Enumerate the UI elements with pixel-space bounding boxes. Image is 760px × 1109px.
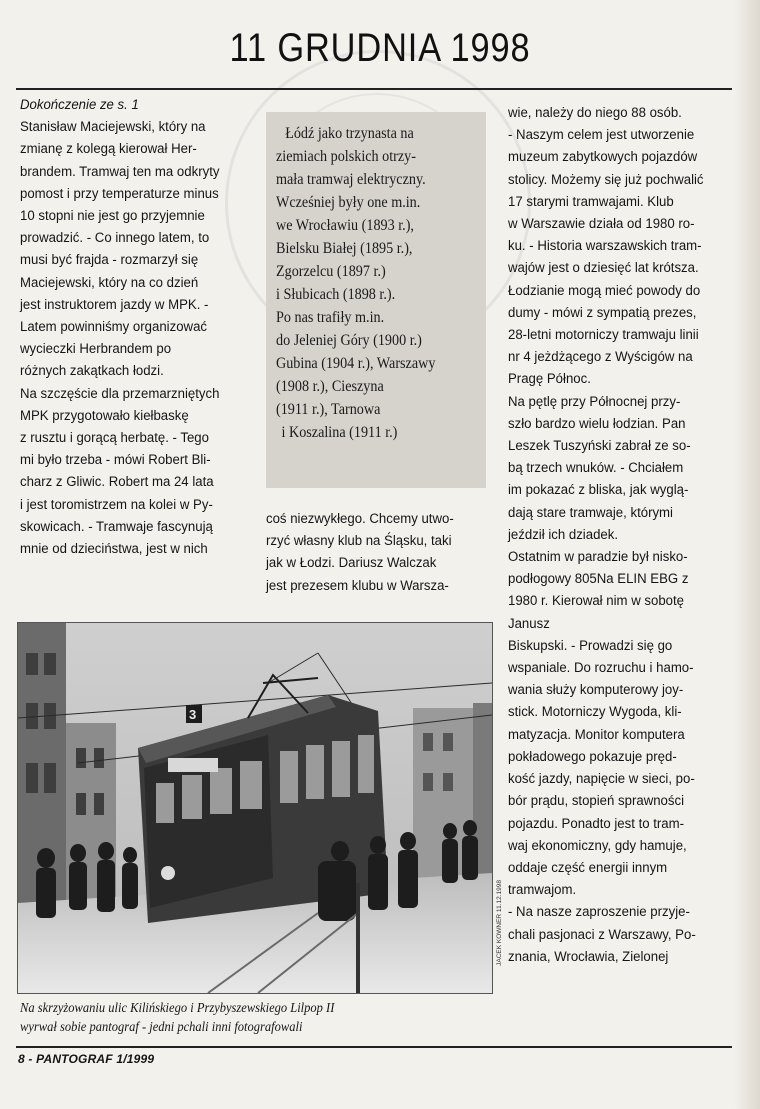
text-line: zmianę z kolegą kierował Her- <box>20 141 197 158</box>
article-column-1 <box>20 94 219 560</box>
page-title: 11 GRUDNIA 1998 <box>229 26 531 70</box>
text-line: wie, należy do niego 88 osób. <box>508 105 682 121</box>
text-line: Bielsku Białej (1895 r.), <box>276 240 413 257</box>
text-line: Gubina (1904 r.), Warszawy <box>276 355 436 372</box>
text-line: nr 4 jeżdżącego z Wyścigów na <box>508 349 693 366</box>
text-line: musi być frajda - rozmarzył się <box>20 252 199 269</box>
text-line: Janusz <box>508 615 550 632</box>
text-line: - Na nasze zaproszenie przyje- <box>508 904 690 921</box>
page-footer: 8 - PANTOGRAF 1/1999 <box>18 1052 155 1066</box>
text-line: oddaje część energii innym <box>508 859 668 876</box>
footer-rule <box>16 1046 732 1048</box>
text-line: do Jeleniej Góry (1900 r.) <box>276 332 422 349</box>
text-line: im pokazać z bliska, jak wyglą- <box>508 482 689 499</box>
text-line: 28-letni motorniczy tramwaju linii <box>508 327 699 344</box>
photo-caption <box>20 998 334 1036</box>
text-line: prowadzić. - Co innego latem, to <box>20 230 210 247</box>
article-column-3 <box>508 102 704 968</box>
text-line: 17 starymi tramwajami. Klub <box>508 193 674 210</box>
text-line: wspaniale. Do rozruchu i hamo- <box>508 660 694 677</box>
tram-number: 3 <box>189 707 197 722</box>
text-line: Ostatnim w paradzie był nisko- <box>508 549 688 566</box>
text-line: stick. Motorniczy Wygoda, kli- <box>508 704 682 721</box>
text-line: wycieczki Herbrandem po <box>20 341 172 358</box>
text-line: Leszek Tuszyński zabrał ze so- <box>508 438 691 455</box>
text-line: ziemiach polskich otrzy- <box>276 148 416 165</box>
text-line: znania, Wrocławia, Zielonej <box>508 948 669 965</box>
text-line: Na szczęście dla przemarzniętych <box>20 385 220 402</box>
text-line: (1911 r.), Tarnowa <box>276 401 381 418</box>
text-line: jest prezesem klubu w Warsza- <box>266 577 449 594</box>
text-line: Wcześniej były one m.in. <box>276 194 421 211</box>
text-line: Łódź jako trzynasta na <box>285 125 414 142</box>
text-line: waj ekonomiczny, gdy hamuje, <box>508 837 687 854</box>
text-line: dają stare tramwaje, którymi <box>508 504 673 521</box>
text-line: Pragę Północ. <box>508 371 591 388</box>
text-line: i Koszalina (1911 r.) <box>281 424 398 441</box>
text-line: kość jazdy, napięcie w sieci, po- <box>508 771 695 788</box>
text-line: ku. - Historia warszawskich tram- <box>508 238 702 255</box>
page-edge-shadow <box>734 0 760 1109</box>
text-line: w Warszawie działa od 1980 ro- <box>508 216 695 233</box>
text-line: tramwajom. <box>508 882 577 899</box>
text-line: brandem. Tramwaj ten ma odkryty <box>20 163 220 180</box>
text-line: wyrwał sobie pantograf - jedni pchali inni fotografowali <box>20 1019 303 1034</box>
text-line: mała tramwaj elektryczny. <box>276 171 426 188</box>
text-line: pojazdu. Ponadto jest to tram- <box>508 815 685 832</box>
text-line: muzeum zabytkowych pojazdów <box>508 149 698 166</box>
text-line: z rusztu i gorącą herbatę. - Tego <box>20 430 209 447</box>
text-line: Łodzianie mogą mieć powody do <box>508 282 701 299</box>
text-line: Po nas trafiły m.in. <box>276 309 385 326</box>
text-line: Maciejewski, który na co dzień <box>20 274 199 291</box>
text-line: - Naszym celem jest utworzenie <box>508 127 695 144</box>
text-line: jest instruktorem jazdy w MPK. - <box>20 296 209 313</box>
text-line: podłogowy 805Na ELIN EBG z <box>508 571 689 588</box>
text-line: we Wrocławiu (1893 r.), <box>276 217 414 234</box>
text-line: bą trzech wnuków. - Chciałem <box>508 460 684 477</box>
article-column-2 <box>266 508 454 597</box>
text-line: charz z Gliwic. Robert ma 24 lata <box>20 474 214 491</box>
text-line: pokładowego pokazuje pręd- <box>508 748 677 765</box>
text-line: jak w Łodzi. Dariusz Walczak <box>266 555 437 572</box>
text-line: dumy - mówi z sympatią prezes, <box>508 304 697 321</box>
text-line: 1980 r. Kierował nim w sobotę <box>508 593 685 610</box>
text-line: mi było trzeba - mówi Robert Bli- <box>20 452 211 469</box>
text-line: Dokończenie ze s. 1 <box>20 97 139 113</box>
text-line: Biskupski. - Prowadzi się go <box>508 637 673 654</box>
text-line: bór prądu, stopień sprawności <box>508 793 685 810</box>
text-line: mnie od dzieciństwa, jest w nich <box>20 541 208 558</box>
text-line: jeździł ich dziadek. <box>508 526 619 543</box>
text-line: Latem powinniśmy organizować <box>20 319 208 336</box>
text-line: matyzacja. Monitor komputera <box>508 726 685 743</box>
text-line: Na skrzyżowaniu ulic Kilińskiego i Przybyszewskiego Lilpop II <box>20 1000 335 1015</box>
sidebar-text <box>276 122 435 444</box>
text-line: MPK przygotowało kiełbaskę <box>20 407 189 424</box>
text-line: skowicach. - Tramwaje fascynują <box>20 518 213 535</box>
text-line: Zgorzelcu (1897 r.) <box>276 263 386 280</box>
text-line: (1908 r.), Cieszyna <box>276 378 384 395</box>
text-line: wajów jest o dziesięć lat krótsza. <box>508 260 699 277</box>
text-line: 10 stopni nie jest go przyjemnie <box>20 208 205 225</box>
header-rule <box>16 88 732 90</box>
text-line: chali pasjonaci z Warszawy, Po- <box>508 926 696 943</box>
text-line: Stanisław Maciejewski, który na <box>20 119 206 136</box>
text-line: pomost i przy temperaturze minus <box>20 185 219 202</box>
text-line: wania służy komputerowy joy- <box>508 682 684 699</box>
text-line: i Słubicach (1898 r.). <box>276 286 396 303</box>
text-line: Na pętlę przy Północnej przy- <box>508 393 681 410</box>
text-line: i jest toromistrzem na kolei w Py- <box>20 496 213 513</box>
text-line: różnych zakątkach łodzi. <box>20 363 164 380</box>
text-line: rzyć własny klub na Śląsku, taki <box>266 533 452 550</box>
text-line: coś niezwykłego. Chcemy utwo- <box>266 511 454 527</box>
tram-photo <box>17 622 493 994</box>
text-line: szło bardzo wielu łodzian. Pan <box>508 415 686 432</box>
text-line: stolicy. Możemy się już pochwalić <box>508 171 704 188</box>
photo-credit: JACEK KOWNER 11.12.1998 <box>496 880 503 966</box>
